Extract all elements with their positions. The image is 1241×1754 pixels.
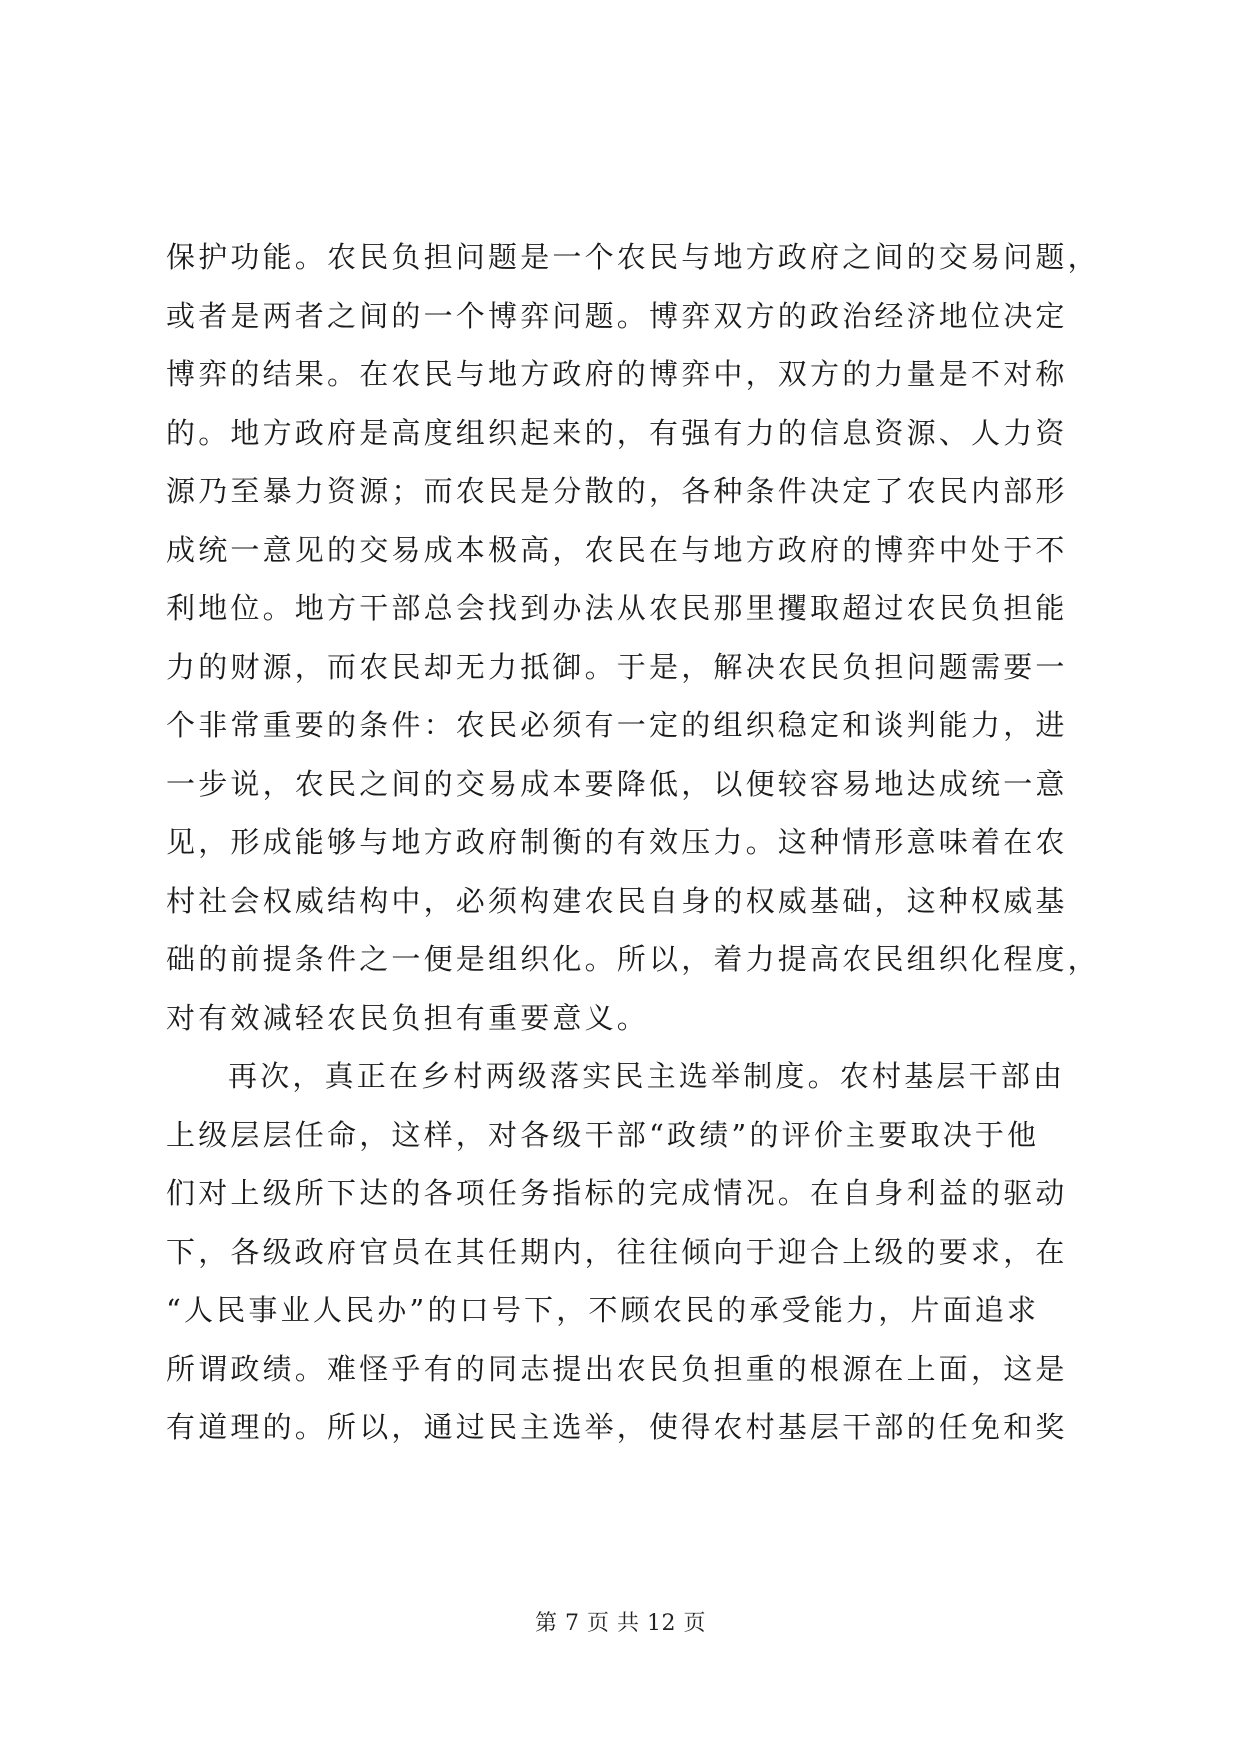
page-footer xyxy=(0,1606,1241,1637)
text-line: 个非常重要的条件：农民必须有一定的组织稳定和谈判能力，进 xyxy=(166,708,1068,742)
text-line: 源乃至暴力资源；而农民是分散的，各种条件决定了农民内部形 xyxy=(166,474,1068,508)
text-line: 博弈的结果。在农民与地方政府的博弈中，双方的力量是不对称 xyxy=(166,357,1068,391)
text-line: 有道理的。所以，通过民主选举，使得农村基层干部的任免和奖 xyxy=(166,1410,1068,1444)
text-line: 下，各级政府官员在其任期内，往往倾向于迎合上级的要求，在 xyxy=(166,1234,1068,1269)
text-line: 见，形成能够与地方政府制衡的有效压力。这种情形意味着在农 xyxy=(166,825,1068,859)
text-line: 保护功能。农民负担问题是一个农民与地方政府之间的交易问题， xyxy=(166,240,1100,274)
text-line: 利地位。地方干部总会找到办法从农民那里攫取超过农民负担能 xyxy=(166,591,1068,625)
text-line: 对有效减轻农民负担有重要意义。 xyxy=(166,1000,650,1035)
text-line: 础的前提条件之一便是组织化。所以，着力提高农民组织化程度， xyxy=(166,942,1100,976)
text-line: 或者是两者之间的一个博弈问题。博弈双方的政治经济地位决定 xyxy=(166,298,1068,333)
text-line: 上级层层任命，这样，对各级干部“政绩”的评价主要取决于他 xyxy=(166,1117,1040,1152)
paragraph xyxy=(166,228,1100,1047)
text-line: 村社会权威结构中，必须构建农民自身的权威基础，这种权威基 xyxy=(166,883,1068,918)
text-line: 们对上级所下达的各项任务指标的完成情况。在自身利益的驱动 xyxy=(166,1176,1068,1210)
body-text xyxy=(166,228,1100,1457)
paragraph xyxy=(166,1047,1086,1457)
page-number-label: 第 7 页 共 12 页 xyxy=(535,1611,706,1636)
text-line: 的。地方政府是高度组织起来的，有强有力的信息资源、人力资 xyxy=(166,415,1068,450)
text-line: 一步说，农民之间的交易成本要降低，以便较容易地达成统一意 xyxy=(166,766,1068,801)
text-line: 力的财源，而农民却无力抵御。于是，解决农民负担问题需要一 xyxy=(166,649,1068,684)
text-line: 所谓政绩。难怪乎有的同志提出农民负担重的根源在上面，这是 xyxy=(166,1351,1068,1386)
text-line: 成统一意见的交易成本极高，农民在与地方政府的博弈中处于不 xyxy=(166,532,1068,567)
text-line: “人民事业人民办”的口号下，不顾农民的承受能力，片面追求 xyxy=(166,1293,1040,1327)
text-line: 再次，真正在乡村两级落实民主选举制度。农村基层干部由 xyxy=(228,1059,1066,1093)
